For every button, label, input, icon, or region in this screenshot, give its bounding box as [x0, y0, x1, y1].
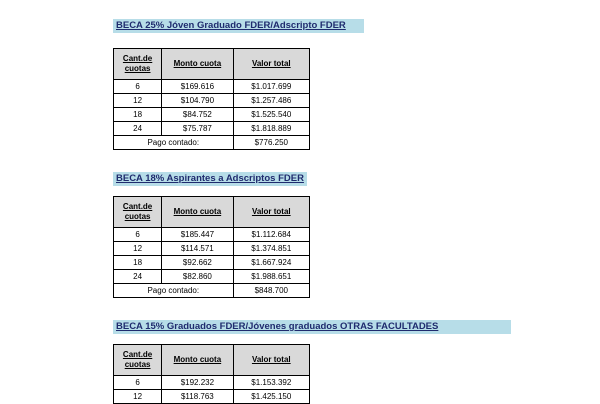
- section-title: BECA 15% Graduados FDER/Jóvenes graduados OTRAS FACULTADES: [113, 320, 511, 334]
- header-cuotas: Cant.de cuotas: [114, 49, 162, 80]
- cell-cuotas: 6: [114, 228, 162, 242]
- cell-cuotas: 18: [114, 256, 162, 270]
- table-row: [114, 256, 310, 270]
- cell-valor: $1.153.392: [233, 376, 309, 390]
- cell-valor: $1.257.486: [233, 94, 309, 108]
- section-title: BECA 25% Jóven Graduado FDER/Adscripto FDER: [113, 19, 364, 33]
- contado-row: [114, 136, 310, 150]
- cell-cuotas: 24: [114, 270, 162, 284]
- cell-monto: $192.232: [162, 376, 233, 390]
- cell-monto: $169.616: [162, 80, 233, 94]
- cell-cuotas: 12: [114, 390, 162, 404]
- cell-monto: $84.752: [162, 108, 233, 122]
- cell-monto: $114.571: [162, 242, 233, 256]
- cell-monto: $75.787: [162, 122, 233, 136]
- cell-monto: $185.447: [162, 228, 233, 242]
- cell-monto: $82.860: [162, 270, 233, 284]
- header-monto: Monto cuota: [162, 345, 233, 376]
- contado-row: [114, 284, 310, 298]
- price-table: [113, 48, 310, 150]
- cell-valor: $1.818.889: [233, 122, 309, 136]
- section-title: BECA 18% Aspirantes a Adscriptos FDER: [113, 172, 307, 186]
- contado-label: Pago contado:: [114, 284, 234, 298]
- cell-cuotas: 12: [114, 94, 162, 108]
- table-row: [114, 390, 310, 404]
- header-valor: Valor total: [233, 197, 309, 228]
- cell-cuotas: 6: [114, 80, 162, 94]
- table-row: [114, 228, 310, 242]
- cell-cuotas: 6: [114, 376, 162, 390]
- contado-value: $776.250: [233, 136, 309, 150]
- cell-monto: $92.662: [162, 256, 233, 270]
- cell-monto: $104.790: [162, 94, 233, 108]
- contado-value: $848.700: [233, 284, 309, 298]
- cell-valor: $1.017.699: [233, 80, 309, 94]
- header-cuotas: Cant.de cuotas: [114, 345, 162, 376]
- price-table: [113, 196, 310, 298]
- table-row: [114, 376, 310, 390]
- table-header-row: [114, 345, 310, 376]
- table-row: [114, 270, 310, 284]
- cell-valor: $1.667.924: [233, 256, 309, 270]
- table-row: [114, 80, 310, 94]
- cell-valor: $1.112.684: [233, 228, 309, 242]
- header-cuotas: Cant.de cuotas: [114, 197, 162, 228]
- table-row: [114, 94, 310, 108]
- cell-cuotas: 24: [114, 122, 162, 136]
- cell-valor: $1.988.651: [233, 270, 309, 284]
- table-header-row: [114, 49, 310, 80]
- contado-label: Pago contado:: [114, 136, 234, 150]
- cell-monto: $118.763: [162, 390, 233, 404]
- header-monto: Monto cuota: [162, 49, 233, 80]
- header-valor: Valor total: [233, 49, 309, 80]
- table-header-row: [114, 197, 310, 228]
- table-row: [114, 242, 310, 256]
- cell-valor: $1.525.540: [233, 108, 309, 122]
- table-row: [114, 108, 310, 122]
- cell-valor: $1.425.150: [233, 390, 309, 404]
- price-table: [113, 344, 310, 404]
- cell-valor: $1.374.851: [233, 242, 309, 256]
- table-row: [114, 122, 310, 136]
- header-valor: Valor total: [233, 345, 309, 376]
- cell-cuotas: 18: [114, 108, 162, 122]
- header-monto: Monto cuota: [162, 197, 233, 228]
- cell-cuotas: 12: [114, 242, 162, 256]
